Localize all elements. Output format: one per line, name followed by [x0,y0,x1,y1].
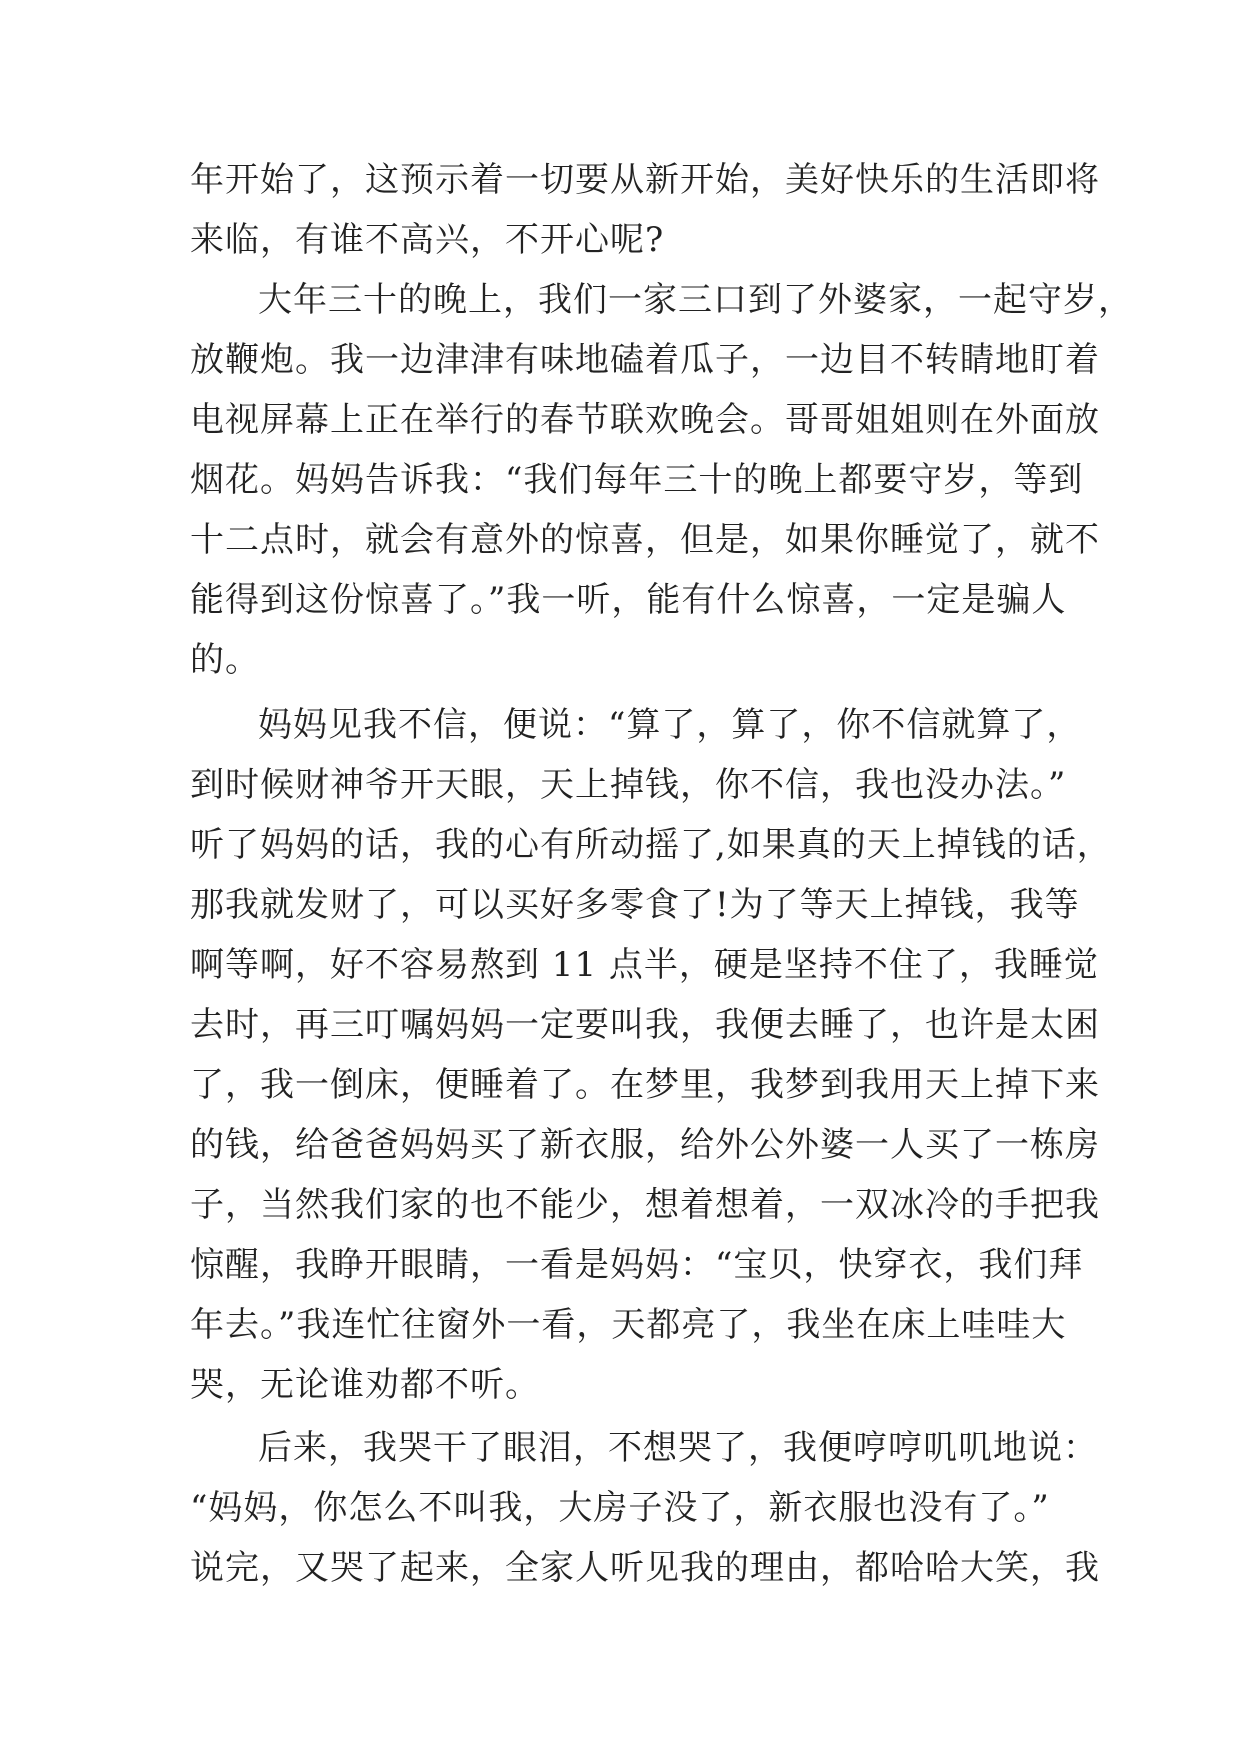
text-line: 来临，有谁不高兴，不开心呢? [190,220,665,260]
text-line: 哭，无论谁劝都不听。 [190,1365,540,1405]
text-line: 到时候财神爷开天眼，天上掉钱，你不信，我也没办法。” [190,765,1067,805]
text-line: 听了妈妈的话，我的心有所动摇了,如果真的天上掉钱的话， [190,825,1112,865]
paragraph-first-line: 后来，我哭干了眼泪，不想哭了，我便哼哼叽叽地说： [258,1428,1098,1468]
text-line: 年开始了，这预示着一切要从新开始，美好快乐的生活即将 [190,160,1100,200]
text-line: “妈妈，你怎么不叫我，大房子没了，新衣服也没有了。” [190,1488,1050,1528]
text-line: 惊醒，我睁开眼睛，一看是妈妈：“宝贝，快穿衣，我们拜 [190,1245,1084,1285]
text-line: 十二点时，就会有意外的惊喜，但是，如果你睡觉了，就不 [190,520,1100,560]
text-line: 去时，再三叮嘱妈妈一定要叫我，我便去睡了，也许是太困 [190,1005,1100,1045]
text-line: 那我就发财了，可以买好多零食了!为了等天上掉钱，我等 [190,885,1080,925]
text-line: 子，当然我们家的也不能少，想着想着，一双冰冷的手把我 [190,1185,1100,1225]
text-line: 说完，又哭了起来，全家人听见我的理由，都哈哈大笑，我 [190,1548,1100,1588]
text-line: 烟花。妈妈告诉我：“我们每年三十的晚上都要守岁，等到 [190,460,1084,500]
text-line: 的。 [190,640,260,680]
paragraph-first-line: 妈妈见我不信，便说：“算了，算了，你不信就算了， [258,705,1082,745]
text-line: 能得到这份惊喜了。”我一听，能有什么惊喜，一定是骗人 [190,580,1067,620]
text-line: 电视屏幕上正在举行的春节联欢晚会。哥哥姐姐则在外面放 [190,400,1100,440]
text-line: 放鞭炮。我一边津津有味地磕着瓜子，一边目不转睛地盯着 [190,340,1100,380]
text-line: 啊等啊，好不容易熬到 11 点半，硬是坚持不住了，我睡觉 [190,945,1099,985]
text-line: 的钱，给爸爸妈妈买了新衣服，给外公外婆一人买了一栋房 [190,1125,1100,1165]
text-line: 年去。”我连忙往窗外一看，天都亮了，我坐在床上哇哇大 [190,1305,1067,1345]
text-line: 了，我一倒床，便睡着了。在梦里，我梦到我用天上掉下来 [190,1065,1100,1105]
paragraph-first-line: 大年三十的晚上，我们一家三口到了外婆家，一起守岁， [258,280,1133,320]
